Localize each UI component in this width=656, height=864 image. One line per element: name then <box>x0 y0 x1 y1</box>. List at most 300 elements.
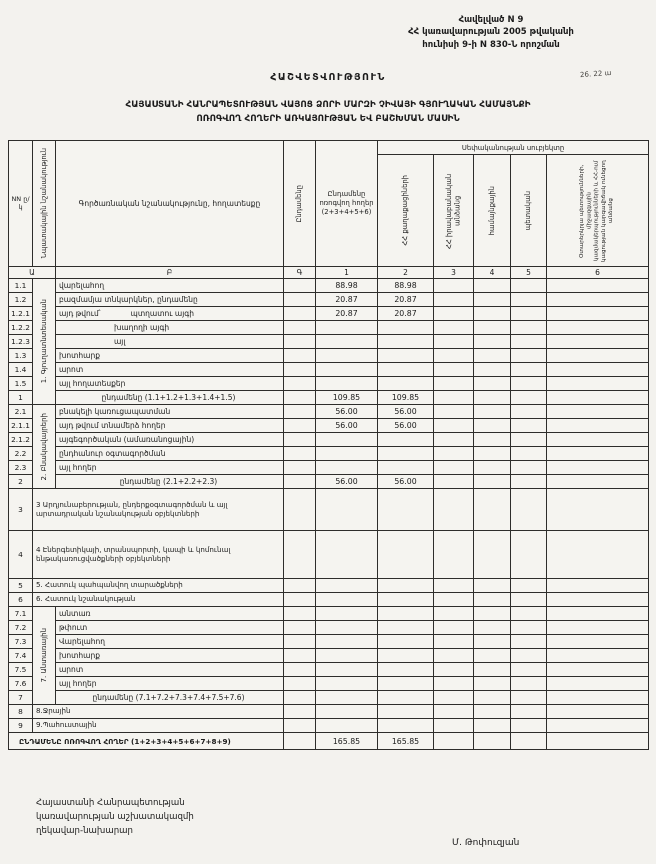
value-cell <box>434 405 474 419</box>
value-cell <box>511 461 547 475</box>
row-number: 7 <box>9 691 33 705</box>
value-cell <box>511 489 547 531</box>
value-cell <box>474 335 511 349</box>
value-cell <box>474 733 511 750</box>
value-cell <box>547 307 649 321</box>
value-cell: 56.00 <box>316 419 378 433</box>
section-label: 6. Հատուկ նշանակության <box>33 593 284 607</box>
value-cell <box>284 279 316 293</box>
value-cell <box>284 419 316 433</box>
value-cell <box>547 461 649 475</box>
value-cell <box>474 377 511 391</box>
row-number: 2.2 <box>9 447 33 461</box>
value-cell <box>511 335 547 349</box>
value-cell <box>284 377 316 391</box>
appendix-decree-line2: հունիսի 9-ի N 830-Ն որոշման <box>422 39 560 50</box>
value-cell <box>511 705 547 719</box>
value-cell <box>547 531 649 579</box>
row-label: այլ <box>56 335 284 349</box>
value-cell <box>316 335 378 349</box>
value-cell <box>284 579 316 593</box>
row-label: անտառ <box>56 607 284 621</box>
value-cell <box>511 475 547 489</box>
value-cell <box>316 705 378 719</box>
value-cell <box>511 579 547 593</box>
col-header-state: պետական <box>511 155 547 267</box>
value-cell <box>474 461 511 475</box>
value-cell <box>474 447 511 461</box>
table-row <box>9 363 649 377</box>
value-cell: 56.00 <box>378 405 434 419</box>
value-cell <box>284 649 316 663</box>
value-cell: 56.00 <box>378 475 434 489</box>
col-header-purpose: Նպատակային նշանակություն <box>33 141 56 267</box>
value-cell <box>284 307 316 321</box>
section-label: 3 Արդյունաբերության, ընդերքօգտագործման և այլ արտադրական նշանակության օբյեկտների <box>33 489 284 531</box>
value-cell <box>284 475 316 489</box>
value-cell <box>511 307 547 321</box>
value-cell <box>434 691 474 705</box>
value-cell <box>284 405 316 419</box>
table-row <box>9 705 649 719</box>
value-cell <box>547 335 649 349</box>
col-header-total-irrigated: Ընդամենը ոռոգվող հողեր (2+3+4+5+6) <box>316 141 378 267</box>
table-row <box>9 461 649 475</box>
section-label: 8.Ջրային <box>33 705 284 719</box>
value-cell <box>434 677 474 691</box>
section-label: 4 Էներգետիկայի, տրանսպորտի, կապի և կոմունալ ենթակառուցվածքների օբյեկտների <box>33 531 284 579</box>
col-header-foreign: Օտարերկրյա պետությունների, միջազգային կազմակերպությունների և ՀՀ-ում կացության կարգավիճակ ունեցող անձանց <box>547 155 649 267</box>
signature-name: Մ. Թոփուզյան <box>452 838 520 848</box>
section-label: 9.Պահուստային <box>33 719 284 733</box>
value-cell <box>378 607 434 621</box>
value-cell <box>434 593 474 607</box>
value-cell <box>547 293 649 307</box>
value-cell: 88.98 <box>378 279 434 293</box>
value-cell <box>284 593 316 607</box>
value-cell <box>547 677 649 691</box>
row-number: 7.4 <box>9 649 33 663</box>
value-cell <box>316 649 378 663</box>
value-cell <box>316 363 378 377</box>
value-cell <box>434 475 474 489</box>
value-cell <box>474 579 511 593</box>
table-row <box>9 663 649 677</box>
value-cell <box>474 705 511 719</box>
row-number: 6 <box>9 593 33 607</box>
col-header-nn: NN ը/կ <box>9 141 33 267</box>
letter-cell: 6 <box>547 267 649 279</box>
value-cell <box>284 691 316 705</box>
value-cell: 20.87 <box>316 307 378 321</box>
value-cell <box>378 321 434 335</box>
value-cell <box>511 531 547 579</box>
irrigated-lands-table <box>8 140 649 750</box>
value-cell <box>378 363 434 377</box>
value-cell <box>378 579 434 593</box>
value-cell: 109.85 <box>378 391 434 405</box>
value-cell <box>378 377 434 391</box>
row-number: 1.2.3 <box>9 335 33 349</box>
row-number: 2.1.2 <box>9 433 33 447</box>
table-row <box>9 579 649 593</box>
row-label: խոտհարք <box>56 649 284 663</box>
value-cell <box>284 531 316 579</box>
value-cell <box>284 607 316 621</box>
value-cell <box>434 621 474 635</box>
row-number: 1.2.2 <box>9 321 33 335</box>
value-cell <box>434 363 474 377</box>
letter-cell: Գ <box>284 267 316 279</box>
value-cell <box>378 461 434 475</box>
value-cell <box>316 719 378 733</box>
value-cell <box>316 433 378 447</box>
value-cell <box>547 705 649 719</box>
table-row <box>9 293 649 307</box>
value-cell <box>474 607 511 621</box>
table-row <box>9 635 649 649</box>
value-cell <box>547 405 649 419</box>
value-cell <box>547 579 649 593</box>
row-label: ընդամենը (2.1+2.2+2.3) <box>56 475 284 489</box>
table-row <box>9 391 649 405</box>
row-number: 1.4 <box>9 363 33 377</box>
value-cell <box>378 349 434 363</box>
appendix-block <box>360 14 622 51</box>
report-heading: ՀԱՇՎԵՏՎՈՒԹՅՈՒՆ <box>270 72 386 83</box>
value-cell <box>284 335 316 349</box>
value-cell <box>474 279 511 293</box>
column-letter-row <box>9 267 649 279</box>
value-cell <box>547 391 649 405</box>
signatory-line1: Հայաստանի Հանրապետության <box>36 798 185 808</box>
row-label: արոտ <box>56 363 284 377</box>
value-cell <box>378 663 434 677</box>
value-cell <box>434 461 474 475</box>
row-label: խաղողի այգի <box>56 321 284 335</box>
appendix-title: Հավելված N 9 <box>458 15 524 25</box>
value-cell <box>511 405 547 419</box>
row-label: արոտ <box>56 663 284 677</box>
value-cell <box>434 649 474 663</box>
row-number: 8 <box>9 705 33 719</box>
table-body <box>9 279 649 750</box>
value-cell <box>284 705 316 719</box>
value-cell <box>378 489 434 531</box>
value-cell <box>511 447 547 461</box>
value-cell <box>474 677 511 691</box>
letter-cell: 5 <box>511 267 547 279</box>
value-cell <box>474 531 511 579</box>
value-cell <box>284 349 316 363</box>
value-cell <box>316 677 378 691</box>
row-number: 2.1.1 <box>9 419 33 433</box>
value-cell <box>316 489 378 531</box>
row-number: 7.1 <box>9 607 33 621</box>
letter-cell: Ա <box>9 267 56 279</box>
row-number: 7.2 <box>9 621 33 635</box>
value-cell <box>316 321 378 335</box>
table-row <box>9 335 649 349</box>
value-cell <box>378 335 434 349</box>
value-cell <box>474 691 511 705</box>
value-cell <box>378 719 434 733</box>
row-label: վարելահող <box>56 279 284 293</box>
table-row <box>9 531 649 579</box>
value-cell: 20.87 <box>378 293 434 307</box>
grand-total-label: ԸՆԴԱՄԵՆԸ ՈՌՈԳՎՈՂ ՀՈՂԵՐ (1+2+3+4+5+6+7+8+9) <box>9 733 284 750</box>
value-cell <box>511 635 547 649</box>
value-cell <box>434 663 474 677</box>
value-cell <box>284 461 316 475</box>
value-cell <box>547 607 649 621</box>
value-cell <box>547 691 649 705</box>
table-row <box>9 475 649 489</box>
section-label: 5. Հատուկ պահպանվող տարածքների <box>33 579 284 593</box>
row-label: այդ թվում՝ պտղատու այգի <box>56 307 284 321</box>
col-header-functional: Գործառնական նշանակությունը, հողատեսքը <box>56 141 284 267</box>
letter-cell: Բ <box>56 267 284 279</box>
value-cell <box>511 607 547 621</box>
value-cell <box>378 649 434 663</box>
value-cell <box>434 335 474 349</box>
letter-cell: 4 <box>474 267 511 279</box>
row-label: խոտհարք <box>56 349 284 363</box>
value-cell <box>316 579 378 593</box>
value-cell <box>316 461 378 475</box>
value-cell <box>474 321 511 335</box>
value-cell <box>284 391 316 405</box>
value-cell <box>474 489 511 531</box>
value-cell <box>284 733 316 750</box>
value-cell <box>474 475 511 489</box>
value-cell <box>316 447 378 461</box>
row-label: ընդհանուր օգտագործման <box>56 447 284 461</box>
value-cell <box>284 719 316 733</box>
value-cell <box>378 433 434 447</box>
ownership-group-header: Սեփականության սուբյեկտը <box>378 141 649 155</box>
value-cell <box>511 719 547 733</box>
value-cell <box>474 391 511 405</box>
value-cell <box>316 531 378 579</box>
row-number: 1.2 <box>9 293 33 307</box>
value-cell <box>378 677 434 691</box>
row-number: 4 <box>9 531 33 579</box>
value-cell <box>284 621 316 635</box>
appendix-decree-line1: ՀՀ կառավարության 2005 թվականի <box>408 27 574 38</box>
letter-cell: 2 <box>378 267 434 279</box>
value-cell <box>511 433 547 447</box>
row-label: այլ հողեր <box>56 461 284 475</box>
value-cell: 56.00 <box>316 405 378 419</box>
value-cell: 88.98 <box>316 279 378 293</box>
value-cell <box>547 377 649 391</box>
value-cell <box>547 475 649 489</box>
table-row <box>9 719 649 733</box>
value-cell <box>474 593 511 607</box>
value-cell <box>547 279 649 293</box>
value-cell <box>511 349 547 363</box>
value-cell <box>511 733 547 750</box>
group-label: 2. Բնակավայրերի <box>33 405 56 489</box>
table-row <box>9 433 649 447</box>
signatory-line3: ղեկավար-նախարար <box>36 826 133 837</box>
row-number: 2.3 <box>9 461 33 475</box>
row-label: այլ հողատեսքեր <box>56 377 284 391</box>
row-number: 1.1 <box>9 279 33 293</box>
group-label: 1. Գյուղատնտեսական <box>33 279 56 405</box>
value-cell <box>547 733 649 750</box>
value-cell: 165.85 <box>316 733 378 750</box>
value-cell <box>434 531 474 579</box>
table-row <box>9 677 649 691</box>
value-cell <box>511 663 547 677</box>
table-header <box>9 141 649 279</box>
value-cell <box>378 621 434 635</box>
row-number: 5 <box>9 579 33 593</box>
value-cell <box>434 419 474 433</box>
value-cell <box>316 607 378 621</box>
value-cell <box>284 433 316 447</box>
row-number: 2 <box>9 475 33 489</box>
value-cell <box>547 419 649 433</box>
value-cell <box>434 349 474 363</box>
value-cell <box>378 531 434 579</box>
value-cell <box>474 635 511 649</box>
value-cell <box>434 391 474 405</box>
value-cell <box>547 663 649 677</box>
table-row <box>9 607 649 621</box>
table-row <box>9 377 649 391</box>
value-cell <box>434 635 474 649</box>
value-cell <box>284 293 316 307</box>
value-cell <box>547 321 649 335</box>
value-cell <box>316 635 378 649</box>
value-cell <box>474 419 511 433</box>
value-cell <box>284 363 316 377</box>
value-cell <box>547 363 649 377</box>
col-header-legal-entities: ՀՀ իրավաբանական անձանց <box>434 155 474 267</box>
value-cell <box>474 307 511 321</box>
table-row <box>9 593 649 607</box>
value-cell <box>434 705 474 719</box>
value-cell <box>511 321 547 335</box>
table-row <box>9 489 649 531</box>
value-cell <box>474 433 511 447</box>
value-cell: 56.00 <box>378 419 434 433</box>
table-row <box>9 307 649 321</box>
letter-cell: 3 <box>434 267 474 279</box>
col-header-citizens: ՀՀ քաղաքացիների <box>378 155 434 267</box>
row-label: այգեգործական (ամառանոցային) <box>56 433 284 447</box>
value-cell <box>434 321 474 335</box>
value-cell <box>547 719 649 733</box>
value-cell <box>316 621 378 635</box>
row-label: ընդամենը (7.1+7.2+7.3+7.4+7.5+7.6) <box>56 691 284 705</box>
value-cell <box>434 307 474 321</box>
row-number: 7.5 <box>9 663 33 677</box>
value-cell <box>474 293 511 307</box>
value-cell <box>434 489 474 531</box>
value-cell <box>316 593 378 607</box>
value-cell <box>284 635 316 649</box>
value-cell <box>284 447 316 461</box>
row-label: թփուտ <box>56 621 284 635</box>
value-cell <box>284 663 316 677</box>
group-label: 7. Անտառային <box>33 607 56 705</box>
value-cell <box>547 447 649 461</box>
value-cell <box>474 719 511 733</box>
value-cell <box>378 635 434 649</box>
row-label: այդ թվում տնամերձ հողեր <box>56 419 284 433</box>
value-cell <box>511 279 547 293</box>
value-cell <box>547 433 649 447</box>
value-cell <box>434 579 474 593</box>
letter-cell: 1 <box>316 267 378 279</box>
table-row <box>9 621 649 635</box>
value-cell <box>511 677 547 691</box>
value-cell <box>511 363 547 377</box>
value-cell: 56.00 <box>316 475 378 489</box>
value-cell <box>434 607 474 621</box>
value-cell <box>316 349 378 363</box>
handwritten-note: 26. 22 ա <box>579 68 612 80</box>
value-cell <box>511 593 547 607</box>
value-cell <box>511 293 547 307</box>
value-cell <box>316 377 378 391</box>
document-title-line1: ՀԱՅԱՍՏԱՆԻ ՀԱՆՐԱՊԵՏՈՒԹՅԱՆ ՎԱՅՈՑ ՁՈՐԻ ՄԱՐԶԻ ՉԻՎԱՅԻ ԳՅՈՒՂԱԿԱՆ ՀԱՄԱՅՆՔԻ <box>125 100 531 110</box>
value-cell <box>547 349 649 363</box>
value-cell <box>434 719 474 733</box>
table-row <box>9 649 649 663</box>
value-cell <box>378 691 434 705</box>
row-number: 3 <box>9 489 33 531</box>
value-cell <box>511 419 547 433</box>
value-cell <box>547 489 649 531</box>
value-cell <box>547 621 649 635</box>
value-cell <box>474 649 511 663</box>
value-cell <box>511 621 547 635</box>
row-label: բնակելի կառուցապատման <box>56 405 284 419</box>
value-cell <box>511 377 547 391</box>
signatory-line2: կառավարության աշխատակազմի <box>36 812 194 823</box>
value-cell <box>547 593 649 607</box>
table-row <box>9 691 649 705</box>
row-label: ընդամենը (1.1+1.2+1.3+1.4+1.5) <box>56 391 284 405</box>
table-row <box>9 447 649 461</box>
value-cell <box>434 433 474 447</box>
value-cell <box>434 447 474 461</box>
table-row <box>9 279 649 293</box>
value-cell: 109.85 <box>316 391 378 405</box>
value-cell <box>434 293 474 307</box>
value-cell <box>474 405 511 419</box>
row-number: 7.3 <box>9 635 33 649</box>
value-cell <box>474 621 511 635</box>
table-row <box>9 321 649 335</box>
value-cell: 20.87 <box>378 307 434 321</box>
col-header-community: համայնքային <box>474 155 511 267</box>
value-cell <box>378 705 434 719</box>
value-cell <box>474 349 511 363</box>
col-header-total: Ընդամենը <box>284 141 316 267</box>
row-number: 7.6 <box>9 677 33 691</box>
row-number: 1.2.1 <box>9 307 33 321</box>
document-title-line2: ՈՌՈԳՎՈՂ ՀՈՂԵՐԻ ԱՌԿԱՅՈՒԹՅԱՆ ԵՎ ԲԱՇԽՄԱՆ ՄԱՍԻՆ <box>196 113 460 124</box>
value-cell <box>316 663 378 677</box>
value-cell <box>284 677 316 691</box>
value-cell <box>316 691 378 705</box>
